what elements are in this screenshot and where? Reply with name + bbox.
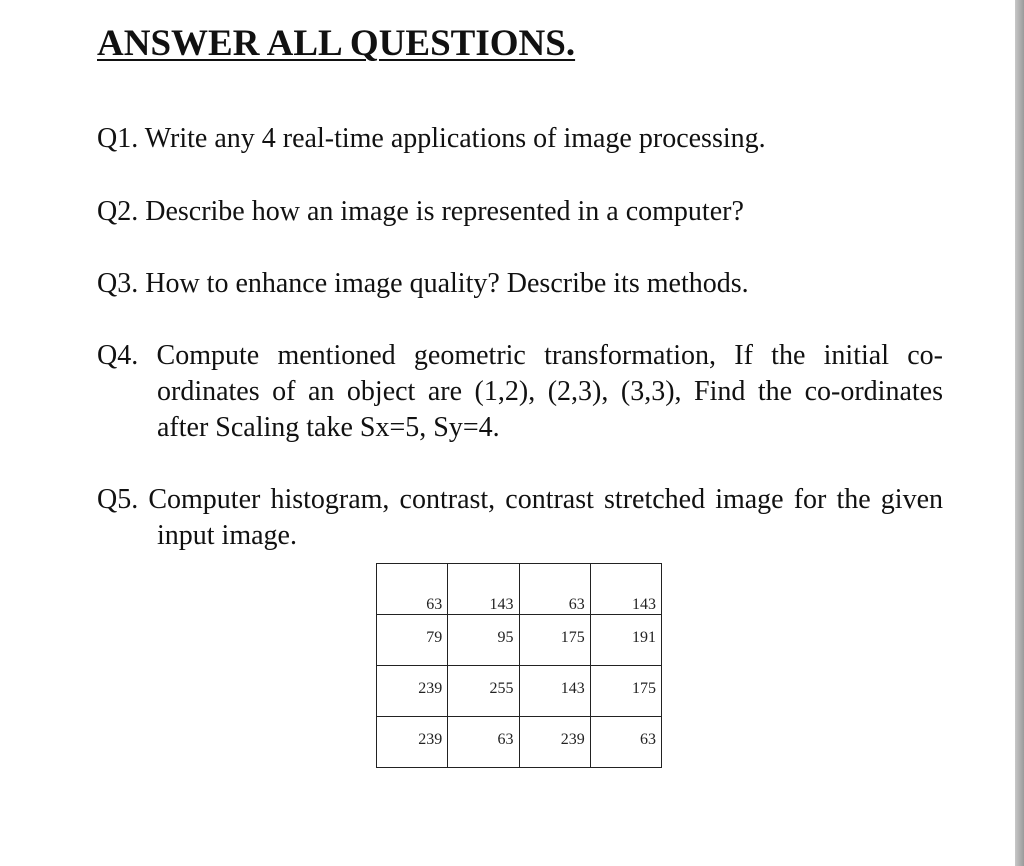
table-cell: 63 — [377, 564, 448, 615]
question-2-number: Q2. — [97, 196, 139, 227]
table-row — [377, 564, 662, 615]
page-heading: ANSWER ALL QUESTIONS. — [97, 23, 576, 64]
question-3-number: Q3. — [97, 268, 139, 299]
table-row — [377, 717, 662, 768]
question-5 — [97, 482, 943, 554]
question-4-number: Q4. — [97, 340, 139, 371]
table-cell: 239 — [377, 666, 448, 717]
table-cell: 143 — [519, 666, 590, 717]
question-4 — [97, 338, 943, 446]
table-cell: 175 — [519, 615, 590, 666]
table-row — [377, 666, 662, 717]
table-cell: 63 — [448, 717, 519, 768]
page-edge-divider — [1015, 0, 1024, 866]
table-cell: 143 — [448, 564, 519, 615]
question-5-number: Q5. — [97, 484, 139, 515]
question-3 — [97, 266, 943, 302]
table-cell: 79 — [377, 615, 448, 666]
table-cell: 191 — [590, 615, 661, 666]
table-cell: 95 — [448, 615, 519, 666]
question-1 — [97, 121, 943, 157]
table-cell: 239 — [377, 717, 448, 768]
table-cell: 63 — [590, 717, 661, 768]
table-cell: 239 — [519, 717, 590, 768]
input-image-table — [376, 563, 662, 768]
question-4-text: Compute mentioned geometric transformation, If the initial co-ordinates of an object are (1,2), (2,3), (3,3), Find the co-ordinates after Scaling take Sx=5, Sy=4. — [156, 340, 944, 443]
question-3-text: How to enhance image quality? Describe its methods. — [145, 268, 749, 299]
question-2 — [97, 194, 943, 230]
table-cell: 143 — [590, 564, 661, 615]
table-cell: 175 — [590, 666, 661, 717]
question-2-text: Describe how an image is represented in a computer? — [145, 196, 744, 227]
table-row — [377, 615, 662, 666]
table-cell: 255 — [448, 666, 519, 717]
table-cell: 63 — [519, 564, 590, 615]
question-1-number: Q1. — [97, 123, 139, 154]
question-1-text: Write any 4 real-time applications of image processing. — [144, 123, 766, 154]
question-5-text: Computer histogram, contrast, contrast stretched image for the given input image. — [148, 484, 943, 551]
